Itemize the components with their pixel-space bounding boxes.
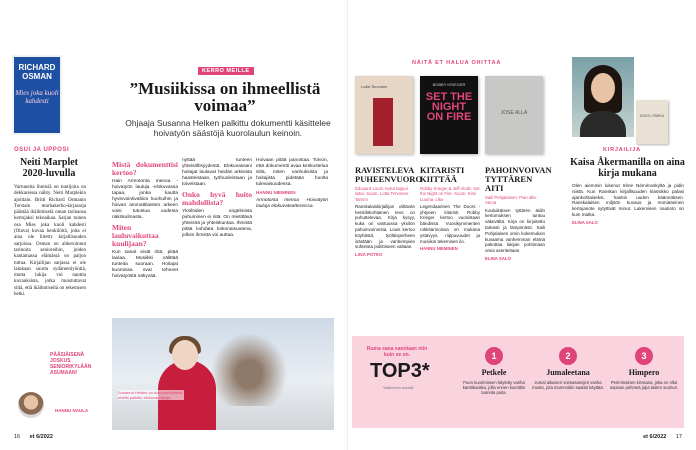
top3-item-2 (530, 346, 606, 390)
author-body (572, 183, 684, 226)
item-number: 2 (559, 347, 577, 365)
interview-column-2 (182, 158, 252, 239)
review-title: KITARISTI KIITTÄÄ (420, 165, 465, 184)
page-footer-left (14, 434, 53, 440)
books-kicker: NÄITÄ ET HALUA OHITTAA (412, 60, 502, 66)
item-description: Perimmäinen kirosana, joka on ollut sopivan pehmeä jopa lasten suuhun. (609, 380, 679, 391)
top3-box (352, 336, 684, 428)
item-name: Petkele (481, 368, 507, 377)
book-cover-text: JOSE ALLA (500, 110, 528, 116)
author-signature: HANNU NAULA (55, 408, 89, 413)
review-title: PAHOINVOIVAN TYTTÄREN AITI (485, 165, 552, 193)
top3-kicker: Ruma sana sanotaan niin kuin se on. (366, 346, 428, 358)
item-name: Himpero (628, 368, 660, 377)
interview-column-1 (112, 158, 178, 280)
review-signature: ELINA SALO (485, 255, 511, 261)
photo-caption: Susanna Helken on dokumenttiensä ohella palkittu elokuvaohjaaja. (118, 390, 183, 400)
book-cover-author: BOBBY KRIEGER (432, 82, 466, 87)
answer-text: Hoivaan pitää panostaa. Toivon, että dokumentti avaa keskustelua siitä, miten vanhuksista ja hoitajista pidetään huolta tulevaisuudessa. (256, 158, 328, 187)
review-text: Kouluikäisen tyttären äidin kertomuksen tuntuu väkevältä. Kirja on kirjoitettu tarkasti ja lämpimästi. Saili Pohjalaisen omin kokemuksin kuvaama vanhemman elämä pakottaa lukijan pohtimaan omia asenteitaan. (485, 207, 545, 254)
interview-lead: Ohjaaja Susanna Helken palkittu dokumentti käsittelee hoivatyön säästöjä kuorolaulun keinoin. (125, 118, 331, 138)
film-credit: Armotonta menoa -Hoivatyön lauluja elokuvateattereissa. (256, 198, 328, 209)
article-headline: Neiti Marplet 2020-luvulla (19, 157, 79, 179)
book-cover-title: SET THE NIGHT ON FIRE (425, 91, 473, 123)
interview-signature: HANNU NIEMINEN (256, 190, 296, 195)
page-number: 17 (675, 434, 682, 440)
review-signature: HANNU NIEMINEN (420, 246, 458, 252)
book-cover-small (636, 100, 668, 144)
review-meta: Édouard Louis: Kuka tappoi isäni. Suom. Lotta Tervonen. Tammi (355, 186, 410, 202)
magazine-issue: et 6/2022 (29, 434, 53, 440)
answer-text: Kun sanat eivät riitä, pitää laulaa. Musiikki välittää tunteita suoraan. Hoitajat kuoroissa ovat tehneet hoivatyöstä näkyvää. (112, 250, 178, 279)
portrait-face (591, 73, 615, 103)
author-avatar (18, 392, 44, 418)
book-title: Mies joka kuoli kahdesti (15, 89, 59, 105)
review-meta: Saili Pohjalainen: Pian alla. Atena (485, 195, 537, 206)
book-review-2 (420, 166, 480, 251)
item-number: 1 (485, 347, 503, 365)
top3-item-1 (456, 346, 532, 396)
page-number: 16 (14, 434, 21, 440)
helken-photo (112, 318, 334, 430)
question-heading: Miten lauluvaikuttaa kuulijaan? (112, 223, 159, 248)
question-heading: Mistä dokumenttisi kertoo? (112, 160, 178, 177)
portrait-clothes (580, 111, 626, 137)
author-kicker: KIRJAILIJA (603, 147, 641, 153)
answer-text: Yksilöiden ongelmista puhuminen ei riitä. On mietittävä yhteisöä ja yhteiskuntaa. Ihmistä pitää kohdata kokonaisuutena, jolloin ihmistä voi auttaa. (182, 209, 252, 238)
magazine-issue: et 6/2022 (643, 434, 667, 440)
author-body-text: Olen aiemmin lukenut Irène Némirovskyltä ja pidin niistä. Kun Ranskan kirjallisuuden klassikko palasi ajankohtaiseksi, hankin uuden käännöksen. Ranskalaisen miljöön kuvaus ja moniääninen kertojanote sytyttivät minut. Lukemisen nautinto on kuin matka. (572, 183, 684, 217)
article-body: Vartuneita ihmisiä on tuntijoita on dekkareissa nähty. Neiti Marplekin ajoittain. Britti Richard Osmanin Torstain murhakerho-kirjasarja päästää ikäihmisetä oman tarinansa kertojaksi tekoaikaa. Sarjan toinen osa Mies joka kuoli kahdesti (Otava) kuvaa henkilöitä, joita ei aina ole liitetty kirjallisuuden sarjoissa. Osman on ahkeroinnut tarinoita senioreihin, joiden kantamassa elämässä on paljon tuttua. Kirjailijan sarjassa ei ole lainkaan suurta sydämenlyöntiä, mutta lukija voi nauttia kuvauksista, jotka muistuttavat siitä, että ikäihmisellä on tekemisen hetki. (14, 185, 86, 298)
page-footer-right (635, 434, 682, 440)
review-signature: LIISA POTKO (355, 252, 383, 258)
book-cover-graphic (373, 98, 393, 146)
review-meta: Robby Krieger & Jeff Alulis: Set the Night on Fire. Suom. Kirsi Luoma. Like (420, 186, 480, 202)
book-cover-text: Lotta Tervonen (361, 84, 388, 89)
author-portrait (572, 57, 634, 137)
section-kicker: OSUI JA UPPOSI (14, 147, 70, 153)
book-review-1 (355, 165, 423, 258)
review-text: Legendaarinen The Doors -yhtyeen kitaristi Robby Krieger kertoo vuosistaan bändissä. Vuosikymmenten rokkitarinoissa on mukana ystävyys, riippuvuudet ja musiikin tekemisen ilo. (420, 203, 480, 244)
answer-text: nyttää tunteen yhteisöllisyydestä. Elokuvassani hoitajat laulavat heidän arkisista haasteistaan, työhuoleistaan ja toiveistaan. (182, 158, 252, 187)
item-description: Jumal aikuisen voimasanojen vanha muoto, jota mummokin saattoi käyttää. (532, 380, 604, 391)
interview-column-3 (256, 158, 328, 210)
author-signature: ELINA SALO (572, 219, 598, 225)
photo-person-face (172, 340, 198, 370)
review-text: Ranskalaiskirjailijan viiltävän henkilökohtainen teos on puhuttelevaa. Kirja kysyy, kuka on vastuussa yksilön pahoinvoinnista. Louis kertoo köyhästä, työläisperheen isästään ja vanhempien suhteista poliittiseen valtaan. (355, 203, 415, 250)
answer-text: Hain Armotonta menoa -hoivatyön lauluja -elokuvassa tapaa, jonka kautta hyvinvointivaltion kuohuihin ja hoivan ammattilaisten arkeen voisi tutustua uudesta näkökulmasta. (112, 179, 178, 220)
book-review-3 (485, 165, 552, 261)
interview-kicker: KERRO MEILLE (198, 67, 254, 75)
book-cover-pohjalainen (485, 76, 543, 154)
item-name: Jumaleetana (546, 368, 590, 377)
photo-background (204, 326, 294, 406)
book-cover-louis (355, 76, 413, 154)
top3-title: TOP3* (370, 360, 430, 382)
pull-quote: PÄÄSIÄISENÄ JOSKUS SENIORIKYLÄÄN ASUMAAN! (50, 352, 92, 376)
top3-note: *Ikäihmisen suosikit (382, 386, 414, 390)
book-cover-krieger (420, 76, 478, 154)
item-description: Puun kuorimiseen käytetty vanha kanttikoukku, jolla ennen kuorittiin tuoreita puita. (462, 380, 526, 396)
item-number: 3 (635, 347, 653, 365)
top3-item-3 (606, 346, 682, 390)
book-author: RICHARD OSMAN (18, 63, 56, 81)
book-cover-text: SISKO, PARKA (639, 114, 665, 118)
review-title: RAVISTELEVA PUHEENVUORO (355, 165, 423, 184)
osman-book-cover (12, 55, 62, 135)
interview-headline: ”Musiikissa on ihmeellistä voimaa” (129, 79, 321, 115)
author-headline: Kaisa Åkermanilla on aina kirja mukana (570, 157, 685, 179)
question-heading: Onko hyvä hoito mahdollista? (182, 190, 252, 207)
